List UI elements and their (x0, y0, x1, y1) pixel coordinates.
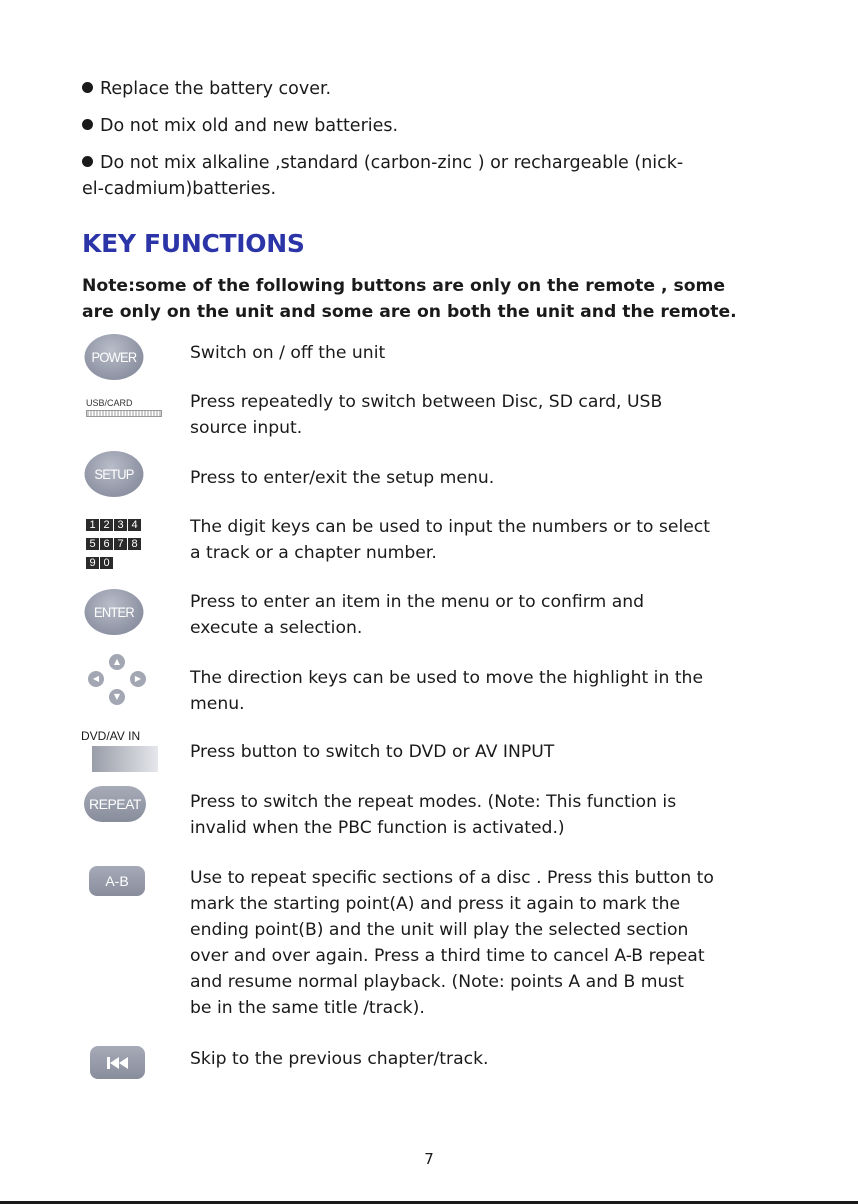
power-button-icon: POWER (85, 334, 144, 380)
bullet-dot-icon (82, 156, 93, 167)
section-heading: KEY FUNCTIONS (82, 229, 305, 258)
dvd-av-description: Press button to switch to DVD or AV INPUT (190, 742, 555, 762)
digits-description: The digit keys can be used to input the numbers or to select a track or a chapter number. (190, 517, 710, 563)
note-text: Note:some of the following buttons are only on the remote , some are only on the unit and some are on both the unit and the remote. (82, 276, 737, 322)
enter-description: Press to enter an item in the menu or to confirm and execute a selection. (190, 592, 645, 638)
digit-key: 2 (100, 519, 113, 531)
page-number: 7 (424, 1150, 434, 1168)
digit-key: 3 (114, 519, 127, 531)
dvd-av-label: DVD/AV IN (81, 729, 141, 743)
setup-button-icon: SETUP (85, 451, 144, 497)
arrow-right-icon: ▶ (130, 671, 146, 687)
arrow-up-icon: ▲ (109, 654, 125, 670)
arrow-left-icon: ◀ (88, 671, 104, 687)
skip-previous-icon (106, 1056, 130, 1070)
skip-previous-button-icon (90, 1046, 145, 1079)
ab-description: Use to repeat specific sections of a disc . Press this button to mark the starting point(A) and press it again to mark the ending point(B) and the unit will play the selected section over and over again. Press a third time to cancel A-B repeat and resume normal playback. (Note: points A and B must be in the same title /track). (190, 868, 714, 1018)
skip-previous-description: Skip to the previous chapter/track. (190, 1049, 489, 1069)
dvd-av-button-icon (92, 746, 158, 772)
bullet-replace-cover: Replace the battery cover. (82, 76, 331, 102)
repeat-description: Press to switch the repeat modes. (Note: This function is invalid when the PBC function is activated.) (190, 792, 677, 838)
ab-button-icon: A-B (89, 866, 145, 896)
direction-description: The direction keys can be used to move the highlight in the menu. (190, 668, 704, 714)
digit-key: 8 (128, 538, 141, 550)
bullet-no-mix-old-new: Do not mix old and new batteries. (82, 113, 398, 139)
setup-description: Press to enter/exit the setup menu. (190, 468, 495, 488)
digit-key: 5 (86, 538, 99, 550)
arrow-down-icon: ▼ (109, 689, 125, 705)
digit-key: 6 (100, 538, 113, 550)
enter-button-icon: ENTER (85, 589, 144, 635)
power-description: Switch on / off the unit (190, 343, 386, 363)
bullet-dot-icon (82, 82, 93, 93)
bullet-no-mix-types: Do not mix alkaline ,standard (carbon-zinc ) or rechargeable (nick- el-cadmium)batteries. (82, 153, 684, 199)
bullet-dot-icon (82, 119, 93, 130)
digit-key: 9 (86, 557, 99, 569)
repeat-button-icon: REPEAT (84, 786, 146, 822)
digit-keys-icon (86, 519, 146, 576)
digit-key: 0 (100, 557, 113, 569)
digit-key: 7 (114, 538, 127, 550)
usb-card-button-icon (86, 410, 162, 417)
usb-card-description: Press repeatedly to switch between Disc, SD card, USB source input. (190, 392, 663, 438)
usb-card-label: USB/CARD (86, 398, 133, 408)
digit-key: 4 (128, 519, 141, 531)
direction-pad-icon (88, 654, 146, 706)
digit-key: 1 (86, 519, 99, 531)
